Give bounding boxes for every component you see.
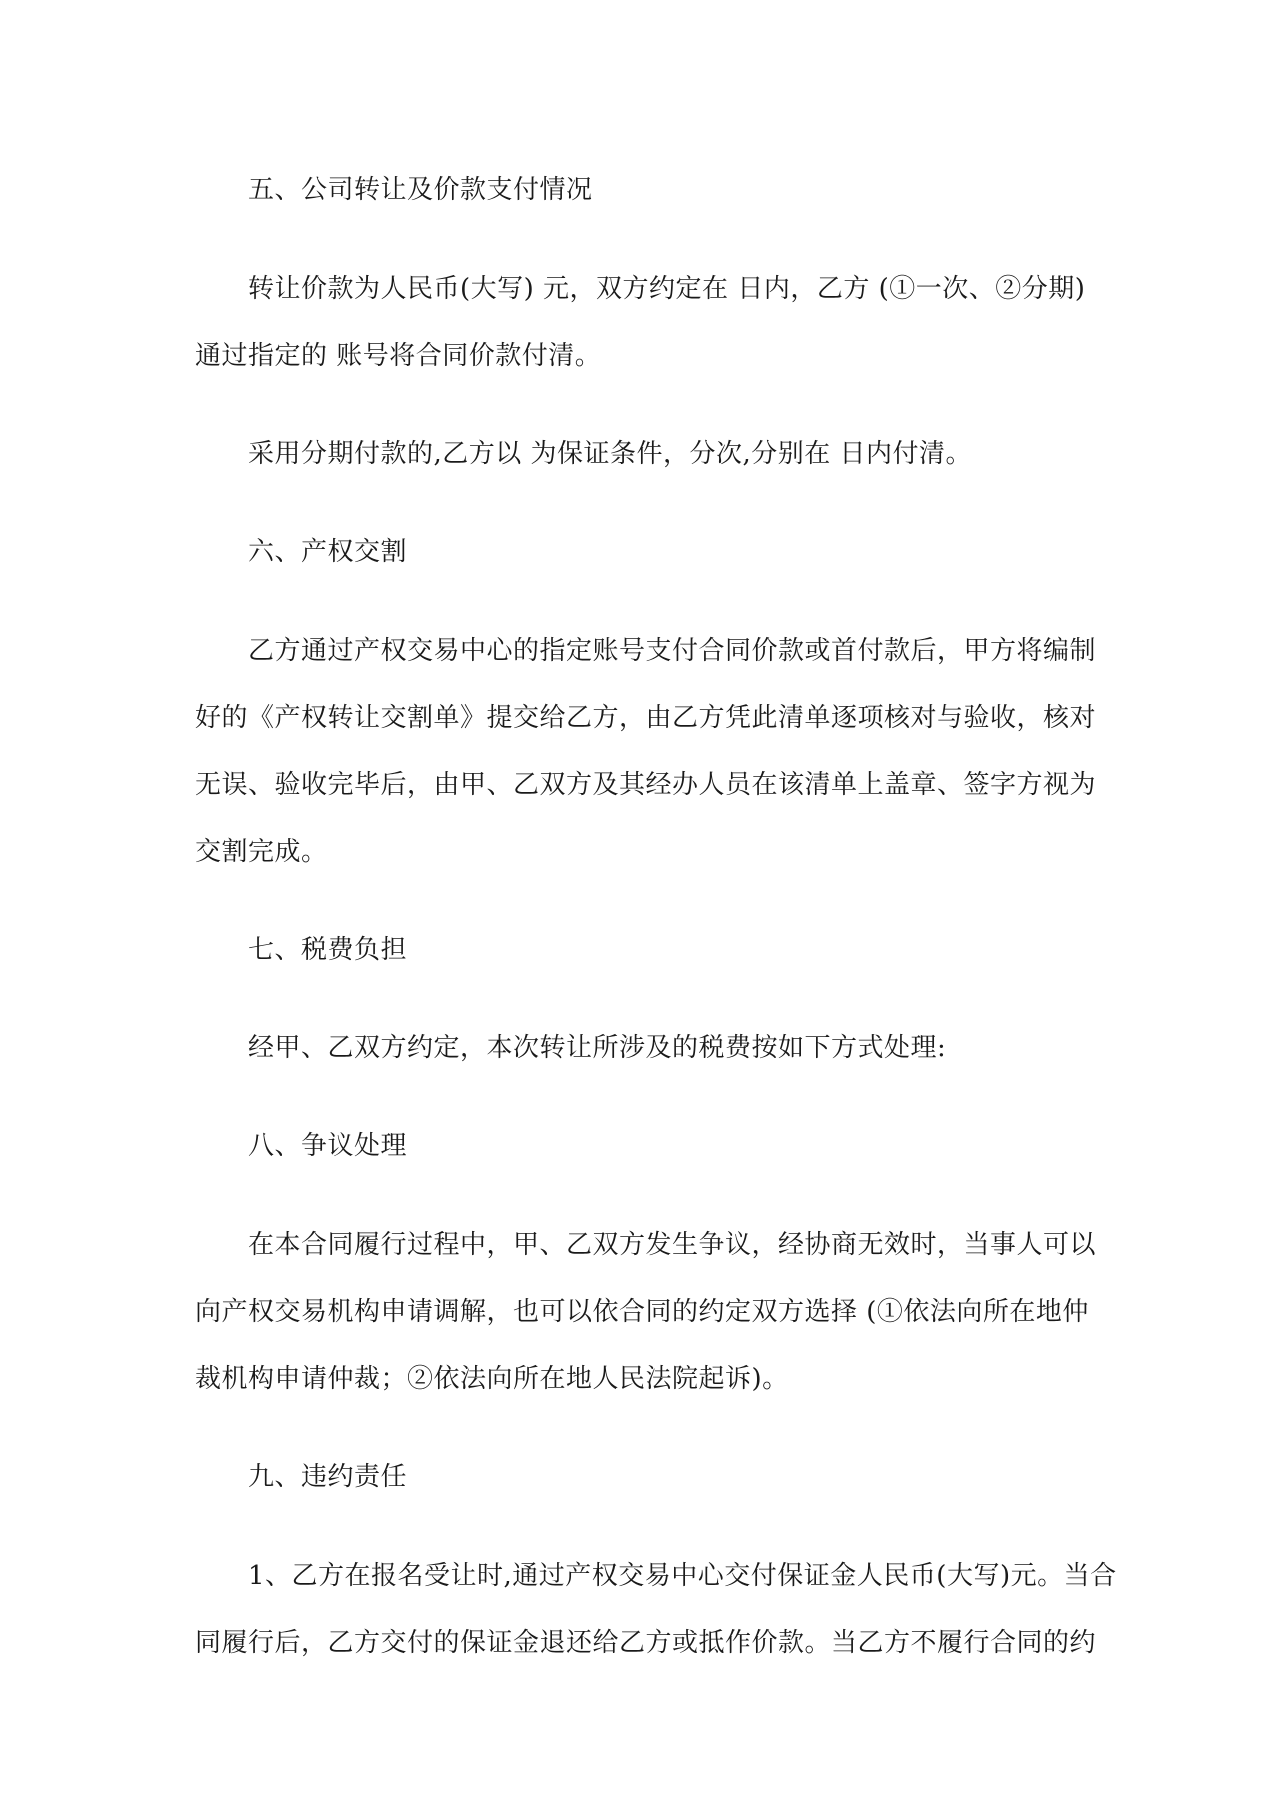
section6-line2: 好的《产权转让交割单》提交给乙方，由乙方凭此清单逐项核对与验收，核对 bbox=[195, 703, 1097, 733]
section-heading-7: 七、税费负担 bbox=[248, 935, 408, 965]
section5-para1-line2: 通过指定的 账号将合同价款付清。 bbox=[195, 341, 602, 371]
section5-para2: 采用分期付款的,乙方以 为保证条件，分次,分别在 日内付清。 bbox=[248, 439, 973, 469]
section6-line3: 无误、验收完毕后，由甲、乙双方及其经办人员在该清单上盖章、签字方视为 bbox=[195, 770, 1097, 800]
section6-line1: 乙方通过产权交易中心的指定账号支付合同价款或首付款后，甲方将编制 bbox=[248, 636, 1097, 666]
section6-line4: 交割完成。 bbox=[195, 837, 328, 867]
section7-para: 经甲、乙双方约定，本次转让所涉及的税费按如下方式处理: bbox=[248, 1033, 947, 1063]
section5-para1-line1: 转让价款为人民币(大写) 元，双方约定在 日内，乙方 (①一次、②分期) bbox=[248, 274, 1086, 304]
section8-line3: 裁机构申请仲裁；②依法向所在地人民法院起诉)。 bbox=[195, 1364, 789, 1394]
section-heading-5: 五、公司转让及价款支付情况 bbox=[248, 175, 593, 205]
section-heading-9: 九、违约责任 bbox=[248, 1462, 408, 1492]
section8-line2: 向产权交易机构申请调解，也可以依合同的约定双方选择 (①依法向所在地仲 bbox=[195, 1297, 1089, 1327]
section-heading-8: 八、争议处理 bbox=[248, 1131, 408, 1161]
section9-line2: 同履行后，乙方交付的保证金退还给乙方或抵作价款。当乙方不履行合同的约 bbox=[195, 1628, 1097, 1658]
section-heading-6: 六、产权交割 bbox=[248, 537, 408, 567]
section9-line1: 1、乙方在报名受让时,通过产权交易中心交付保证金人民币(大写)元。当合 bbox=[248, 1561, 1117, 1591]
section8-line1: 在本合同履行过程中，甲、乙双方发生争议，经协商无效时，当事人可以 bbox=[248, 1230, 1097, 1260]
